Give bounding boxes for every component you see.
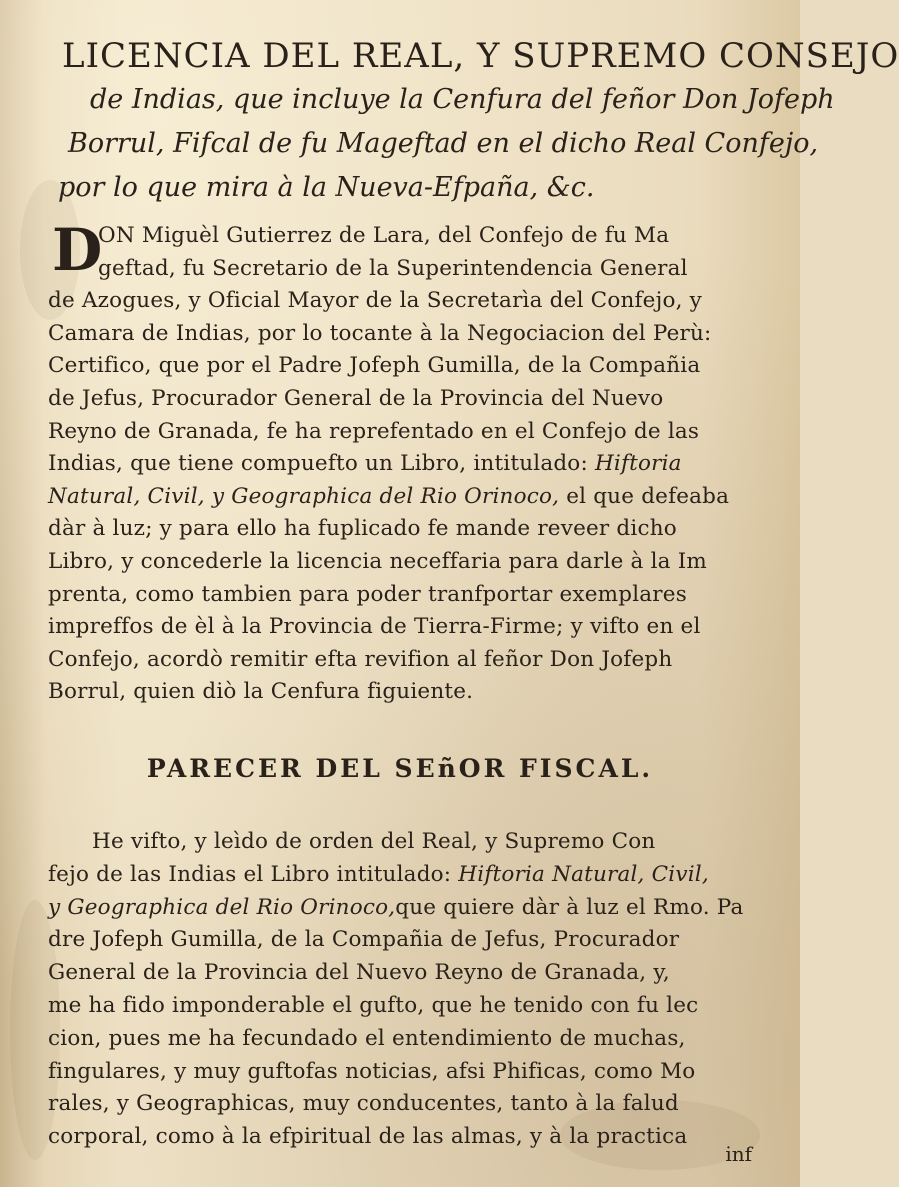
text-line	[0, 892, 800, 925]
catchword: inf	[725, 1142, 752, 1166]
italic-title: Hiftoria Natural, Civil,	[458, 861, 709, 887]
italic-title: Hiftoria	[594, 451, 682, 477]
text-line: ON Miguèl Gutierrez de Lara, del Confejo de fu Ma	[98, 223, 670, 248]
text-line: Camara de Indias, por lo tocante à la Negociacion del Perù:	[48, 320, 712, 346]
text-line: rales, y Geographicas, muy conducentes, tanto à la falud	[48, 1091, 679, 1117]
text-line: Borrul, quien diò la Cenfura figuiente.	[48, 679, 474, 705]
text-line: de Jefus, Procurador General de la Provincia del Nuevo	[48, 385, 664, 411]
italic-title: Natural, Civil, y Geographica del Rio Orinoco,	[48, 483, 560, 509]
text-line	[0, 481, 800, 514]
section-title: PARECER DEL SEñOR FISCAL.	[146, 754, 654, 783]
text-line: impreffos de èl à la Provincia de Tierra-Firme; y vifto en el	[48, 614, 701, 640]
heading-line: Borrul, Fifcal de fu Mageftad en el dicho Real Confejo,	[68, 128, 819, 159]
drop-cap: D	[52, 216, 103, 284]
text-segment: Indias, que tiene compuefto un Libro, intitulado:	[48, 451, 595, 477]
text-line: corporal, como à la efpiritual de las almas, y à la practica	[48, 1124, 688, 1150]
heading-line: de Indias, que incluye la Cenfura del feñor Don Jofeph	[90, 84, 835, 115]
text-line: Reyno de Granada, fe ha reprefentado en el Confejo de las	[48, 418, 700, 444]
text-line: prenta, como tambien para poder tranfportar exemplares	[48, 581, 687, 607]
text-line: Certifico, que por el Padre Jofeph Gumilla, de la Compañia	[48, 353, 701, 379]
text-line: dàr à luz; y para ello ha fuplicado fe mande reveer dicho	[48, 516, 677, 542]
license-heading	[0, 34, 899, 210]
heading-line: por lo que mira à la Nueva-Efpaña, &c.	[58, 172, 595, 203]
text-line	[0, 859, 800, 892]
text-line: Libro, y concederle la licencia neceffaria para darle à la Im	[48, 548, 707, 574]
text-line: fingulares, y muy guftofas noticias, afsi Phificas, como Mo	[48, 1058, 696, 1084]
text-line: General de la Provincia del Nuevo Reyno de Granada, y,	[48, 960, 670, 986]
text-segment: el que defeaba	[559, 483, 730, 509]
text-line: geftad, fu Secretario de la Superintendencia General	[98, 255, 688, 281]
certificate-paragraph	[0, 216, 800, 709]
heading-line: LICENCIA DEL REAL, Y SUPREMO CONSEJO	[62, 36, 899, 76]
text-line: de Azogues, y Oficial Mayor de la Secretarìa del Confejo, y	[48, 288, 703, 314]
text-line: cion, pues me ha fecundado el entendimiento de muchas,	[48, 1025, 686, 1051]
text-line: Confejo, acordò remitir efta revifion al feñor Don Jofeph	[48, 646, 673, 672]
text-line: dre Jofeph Gumilla, de la Compañia de Jefus, Procurador	[48, 927, 680, 953]
italic-title: y Geographica del Rio Orinoco,	[48, 894, 396, 920]
text-segment: que quiere dàr à luz el Rmo. Pa	[395, 894, 744, 920]
opinion-paragraph	[0, 826, 800, 1154]
text-line: me ha fido imponderable el gufto, que he tenido con fu lec	[48, 992, 699, 1018]
text-segment: fejo de las Indias el Libro intitulado:	[48, 861, 459, 887]
text-line	[0, 448, 800, 481]
text-line: He vifto, y leìdo de orden del Real, y Supremo Con	[92, 829, 656, 854]
